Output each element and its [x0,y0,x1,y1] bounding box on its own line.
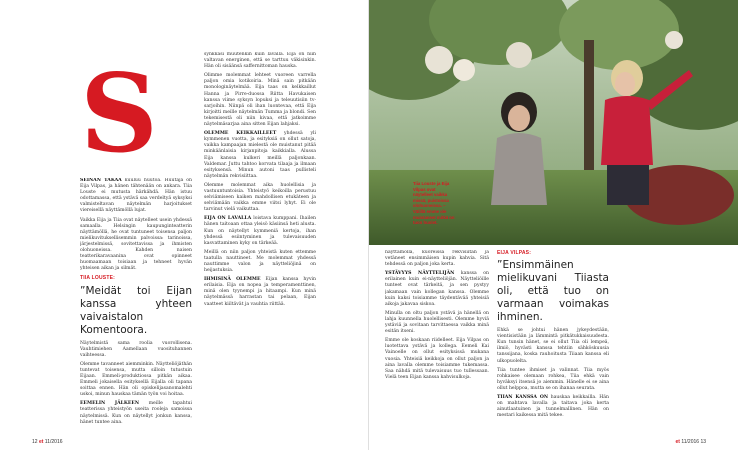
paragraph-lead: IHMISINÄ OLEMME [204,277,261,283]
paragraph: Meillä on niin paljon yhteistä kuten ettemme taatulla nauttineet. Me molemmat yhdessä nauttimme valon ja näytteliöjinä on heijastuksia. [204,249,316,274]
issue-number: 11/2016 [44,439,63,445]
paragraph-lead: TIIAN KANSSA ON [497,395,549,401]
page-number: 12 [32,439,38,445]
paragraph: näyttämöllä, kuoreissa rekvisiitan ja vetäneet ensimmäisen kupin kahvia. Sitä tehdessä on paljon joka kerta. [385,250,489,268]
pull-quote-label: EIJA VILPAS: [497,250,532,256]
paragraph: Minulla on oltu paljon ystävä ja hänellä on lahja kuunnella huolellisesti. Olemme hyviä ystäviä ja sovitaan tarvittaessa vaikka minä esitän itseni. [385,310,489,335]
paragraph: Olimme molemmat lehteet vuoreen varrella paljon omia kotikoiria. Minä sain pitkään monologinäytelmää. Eija taas on kelkkaillut Hanna ja Pirre-duossa Riitta Havukaisen kanssa viime syksyn lopuksi ja teleuutisiin tv-sarjoihin. Niinpä oli ihan luontevaa, että Eija kirjoitti meille näytelmän Tumma ja blondi. Sen tekemisestä oli niin kivaa, että jatkoimme näytelmäsarjaa aina sitten Eijan lahjaksi. [204,73,316,128]
photo-caption: Tiia Louste ja Eija Vilpas ovat näytelleet vaikka missä, puistoissa olohuoneissa. – Välillä emme ole muistaneet mitkä on tuon huolet. [413,181,455,226]
paragraph-lead: YSTÄVYYS NÄYTTELIJÄN [385,271,455,277]
page-footer-left [32,439,63,445]
paragraph-text: Eijan kanssa hyvin erilaisia. Eija on nopea ja temperamenttinen, minä olen tyynempi ja hitaampi. Kun minä näytelmässä harrastan tai pelaan, Eijan vaatteet kiiltävät ja vauhtia riittää. [204,277,316,307]
paragraph: Tiia tuntee ihmiset ja valinnat. Tiia myös rohkaisee olemaan rohkea, Tiia ehkä vain hyväksyi itsensä jo aiemmin. Hänelle ei se aina ollut helppoa, mutta se on ihanaa seurata. [497,367,609,391]
paragraph [204,216,316,246]
paragraph: Vaikka Eija ja Tiia ovat näytelleet usein yhdessä samaalla. Helsingin kaupunginteatterin näyttämöllä, he ovat tuntuneet toisensa paljon mielikuvituksellisemmin palvoissa: tarinoissa, järjestelmissä, sovitettavissa ja ihmisten olohuoneissa. Kahden naisen teatterikaravaanina ovat opinneet huomaamaan toisiaan ja tehneet hyvän yhteisen aikan ja silmät. [80,217,192,272]
paragraph: Ehkä se johtui hänen jykeydestään, vientisistään ja lämmintä pitkätukkaisuudesta. Kun tunsin hänet, se ei ollut Tiia oli lempeä, ilmiö, hyvästi kanssa tehtiin sähköskuusia tanssijana, koska rauhoitusta Tiiaan kanssa eli ulkopuolelta. [497,328,609,364]
paragraph [204,277,316,307]
paragraph-text: kanssa on erilainen kuin ei-näytteliöjän. Näytteliöille tunteet ovat tärkeitä, ja sen pystyy jakamaan vain kollegan kanssa. Olemme kuin kaksi toisiamme täydentävää yhteisiä aikoja jakavaa siskoa. [385,271,489,307]
paragraph-lead: OLEMME KEIKKAILLEET [204,131,277,137]
page-footer-right [676,439,707,445]
paragraph [385,271,489,308]
paragraph-text: kuuluu huutoa. Huutaja on Eija Vilpas, ja hänen tähtenään on ankara. Tiia Louste ei mutusta härkähdä. Hän istuu odottamassa, että ystävä saa verdeltyä syksyksi valmisteltavan näytelmän harjoitukset viereisellä näyttämöllä lujat. [80,178,192,214]
pull-quote-label: TIIA LOUSTE: [80,275,115,282]
paragraph [80,401,192,425]
paragraph-text: hauskaa keikkailla. Hän on mahtava lavalla ja taitava joka kerta ainutlaatuinen ja tunnelmallinen. Hän on mestari kaikessa mitä tekee. [497,395,609,419]
paragraph [204,131,316,180]
paragraph: Näytelmistä sama roolia vuorollisena. Vauhtimiehen Aamellaan vuosituhannen vaihteessa. [80,340,192,358]
paragraph-lead: EIJA ON LAVALLA [204,216,252,222]
paragraph: Olemme molemmat aika huolellisia ja vastuuntuntoisia. Yhteistyö keikoilla perustuu selviämiseen kaiken mahdollisen etukäteen ja selviämään vaikka emme viitsi lyhyt. Ei ole tarvinut vielä vaikuttaa. [204,182,316,213]
magazine-logo: et [38,439,44,445]
paragraph-text: loistava kumppani. Ihailen hänen taitoaan ottaa yleisö käsiinsä heti alusta. Kun on näytellyt kymmeniä kertoja, ihan yhdessä esiintyminen ja tulevaisuuden kasvattaminen kyky on tärkeää. [204,216,316,246]
page-number: 13 [700,439,706,445]
paragraph: synkkasi muutenkin kuin lavalla. Eija on niin valtavan energinen, että se tarttuu väkisinkin. Hän oli sisäänsä saffernittoman hauska. [204,52,316,70]
magazine-logo: et [675,439,680,445]
right-column-2 [497,250,609,440]
paragraph: Emme ole koskaan riidelleet. Eija Vilpas on luotettava ystävä ja kollega. Eemeli Kai Vainoelle on ollut esityksissä mukana vuosia. Yhteisiä keikkoja on ollut paljon ja aina lavalla olemme toisiamme tukemassa. Saa nähdä mitä tulevaisuus tuo tullessaan. Vielä teen Eijan kanssa kahvisulkoja. [385,338,489,380]
paragraph [497,395,609,419]
dropcap-letter: S [80,51,158,177]
pull-quote: ”Ensimmäinen mielikuvani Tiiasta oli, että tuo on varmaan voimakas ihminen. [497,259,609,324]
issue-number: 11/2016 [681,439,700,445]
right-column-1 [385,250,489,440]
left-column-1 [80,178,192,440]
left-column-2 [204,52,316,440]
paragraph [80,178,192,215]
paragraph-lead: EEMELIN JÄLKEEN [80,401,140,407]
paragraph-text: yhdessä yli kymmenen vuotta, ja esityksiä on ollut satoja, vaikka kampaajan mielestä ole muistanut pitää minkäänlaisia kirjanpitoja kaikkialla. Alussa Eija kanssa kulkeri meillä paljonkaan. Valdemar. Juttu tahtoo korvata tilaaja ja ilmaan esityksensä. Minun autoni taas pullisteli näytelmän rekvisiittaa. [204,131,316,179]
paragraph-text: meille tapahtui teatterissa yhteistyön useita rooleja samoissa näytelmissä. Kun on näytellyt jonkun kanssa, hänet tuntee aina. [80,401,192,425]
paragraph: Olemme tavanneet aiemminkin. Näytteliöjäthän tuntevat toisensa, mutta silloin tutustuin Eijaan. Emmeli-produktiossa pitkän aikaa. Emmeli jokaisella esityksellä Eijalla oli tapana soittaa ennen. Hän oli opiskelijasanomalehti uskoi, minun hauskaa tämän työn voi hoitaa. [80,361,192,398]
pull-quote: ”Meidät toi Eijan kanssa yhteen vaivaistalon Komentoora. [80,284,192,336]
paragraph-lead: SEINÄN TAKAA [80,178,122,183]
